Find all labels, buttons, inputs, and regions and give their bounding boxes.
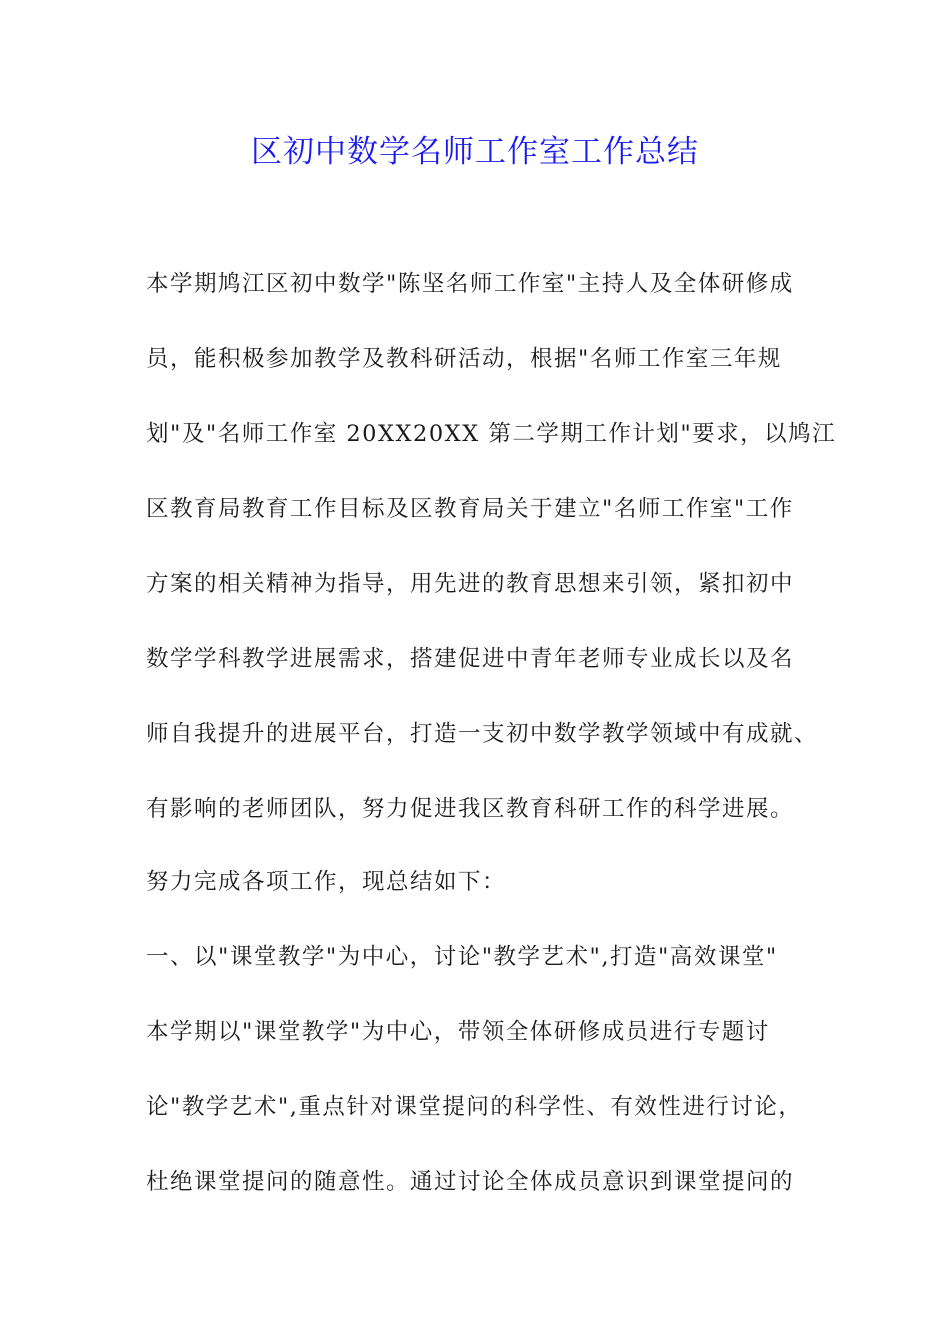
paragraph-line: 本学期鸠江区初中数学"陈坚名师工作室"主持人及全体研修成 (146, 271, 794, 297)
paragraph-line: 方案的相关精神为指导，用先进的教育思想来引领，紧扣初中 (146, 571, 795, 597)
paragraph-line: 有影响的老师团队，努力促进我区教育科研工作的科学进展。 (146, 796, 795, 822)
paragraph-line: 划"及"名师工作室 20XX20XX 第二学期工作计划"要求，以鸠江 (146, 421, 837, 447)
document-title: 区初中数学名师工作室工作总结 (251, 134, 699, 170)
paragraph-line: 论"教学艺术",重点针对课堂提问的科学性、有效性进行讨论， (146, 1094, 803, 1120)
paragraph-line: 数学学科教学进展需求，搭建促进中青年老师专业成长以及名 (146, 646, 795, 672)
paragraph-line: 师自我提升的进展平台，打造一支初中数学教学领域中有成就、 (146, 721, 819, 747)
section-heading: 一、以"课堂教学"为中心，讨论"教学艺术",打造"高效课堂" (146, 944, 778, 970)
paragraph-line: 本学期以"课堂教学"为中心，带领全体研修成员进行专题讨 (146, 1019, 770, 1045)
paragraph-line: 努力完成各项工作，现总结如下： (146, 869, 507, 895)
paragraph-line: 杜绝课堂提问的随意性。通过讨论全体成员意识到课堂提问的 (146, 1169, 795, 1195)
paragraph-line: 区教育局教育工作目标及区教育局关于建立"名师工作室"工作 (146, 496, 794, 522)
paragraph-line: 员，能积极参加教学及教科研活动，根据"名师工作室三年规 (146, 346, 782, 372)
